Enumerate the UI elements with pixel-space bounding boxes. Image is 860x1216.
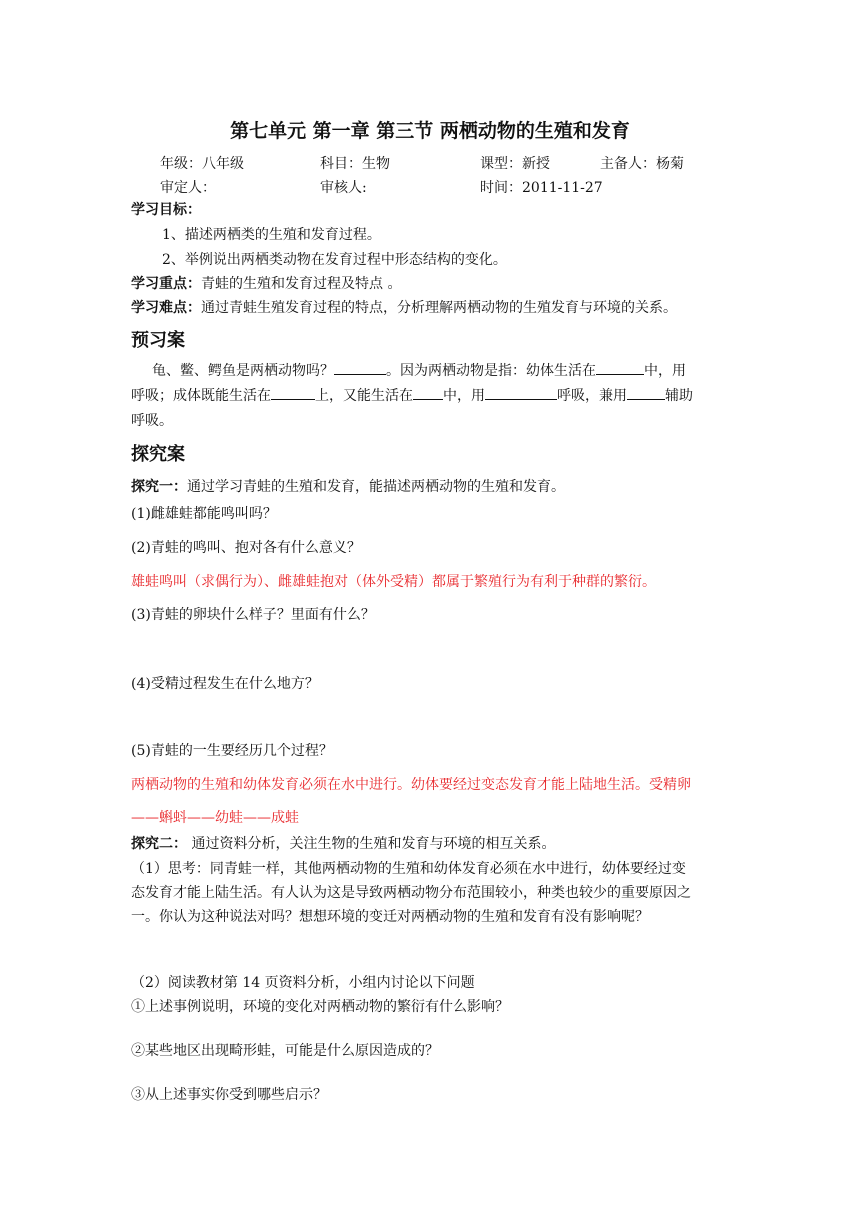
question-3: (3)青蛙的卵块什么样子？里面有什么？ xyxy=(131,607,375,623)
question-4: (4)受精过程发生在什么地方？ xyxy=(131,676,319,692)
sub-question-1: ①上述事例说明，环境的变化对两栖动物的繁衍有什么影响？ xyxy=(131,999,509,1015)
page-title: 第七单元 第一章 第三节 两栖动物的生殖和发育 xyxy=(230,120,630,142)
reviewer: 审核人: xyxy=(320,180,367,196)
paragraph-1-line2: 态发育才能上陆生活。有人认为这是导致两栖动物分布范围较小，种类也较少的重要原因之 xyxy=(131,885,691,901)
answer-blank[interactable] xyxy=(485,385,557,400)
objective-item: 1、描述两栖类的生殖和发育过程。 xyxy=(162,227,381,243)
key-point xyxy=(131,273,401,293)
explore-heading: 探究案 xyxy=(131,444,185,465)
objectives-heading: 学习目标： xyxy=(131,202,201,218)
explore-two xyxy=(131,833,555,853)
question-2: (2)青蛙的鸣叫、抱对各有什么意义？ xyxy=(131,540,361,556)
preview-text: 呼吸，兼用 xyxy=(557,388,627,404)
preparer: 主备人：杨菊 xyxy=(600,156,684,172)
answer-5-line2: ——蝌蚪——幼蛙——成蛙 xyxy=(131,810,299,826)
difficulty xyxy=(131,297,677,317)
answer-blank[interactable] xyxy=(271,385,315,400)
preview-question-line1 xyxy=(152,360,686,380)
difficulty-text: 通过青蛙生殖发育过程的特点，分析理解两栖动物的生殖发育与环境的关系。 xyxy=(201,300,677,316)
answer-blank[interactable] xyxy=(596,360,644,375)
answer-blank[interactable] xyxy=(413,385,443,400)
difficulty-label: 学习难点： xyxy=(131,300,201,316)
sub-question-3: ③从上述事实你受到哪些启示？ xyxy=(131,1087,327,1103)
sub-question-2: ②某些地区出现畸形蛙，可能是什么原因造成的？ xyxy=(131,1043,439,1059)
preview-text: 中，用 xyxy=(443,388,485,404)
grade: 年级：八年级 xyxy=(160,156,244,172)
approver: 审定人： xyxy=(160,180,216,196)
preview-question-line2 xyxy=(131,385,693,405)
key-point-label: 学习重点： xyxy=(131,276,201,292)
answer-blank[interactable] xyxy=(627,385,665,400)
explore-one-text: 通过学习青蛙的生殖和发育，能描述两栖动物的生殖和发育。 xyxy=(187,479,565,495)
objective-item: 2、举例说出两栖类动物在发育过程中形态结构的变化。 xyxy=(162,252,507,268)
explore-two-label: 探究二： xyxy=(131,836,187,852)
subject: 科目：生物 xyxy=(320,156,390,172)
preview-text: 龟、鳖、鳄鱼是两栖动物吗？ xyxy=(152,363,334,379)
question-5: (5)青蛙的一生要经历几个过程？ xyxy=(131,743,333,759)
preview-text: 。因为两栖动物是指：幼体生活在 xyxy=(386,363,596,379)
paragraph-1-line1: （1）思考：同青蛙一样，其他两栖动物的生殖和幼体发育必须在水中进行，幼体要经过变 xyxy=(131,861,686,877)
preview-question-line3: 呼吸。 xyxy=(131,413,173,429)
answer-blank[interactable] xyxy=(334,360,386,375)
explore-one-label: 探究一： xyxy=(131,479,187,495)
answer-2: 雄蛙鸣叫（求偶行为）、雌雄蛙抱对（体外受精）都属于繁殖行为有利于种群的繁衍。 xyxy=(131,574,656,590)
preview-heading: 预习案 xyxy=(131,330,185,351)
answer-5-line1: 两栖动物的生殖和幼体发育必须在水中进行。幼体要经过变态发育才能上陆地生活。受精卵 xyxy=(131,777,691,793)
preview-text: 辅助 xyxy=(665,388,693,404)
preview-text: 上，又能生活在 xyxy=(315,388,413,404)
key-point-text: 青蛙的生殖和发育过程及特点 。 xyxy=(201,276,402,292)
paragraph-1-line3: 一。你认为这种说法对吗？想想环境的变迁对两栖动物的生殖和发育有没有影响呢？ xyxy=(131,909,649,925)
preview-text: 中，用 xyxy=(644,363,686,379)
question-1: (1)雌雄蛙都能鸣叫吗？ xyxy=(131,506,277,522)
date: 时间：2011-11-27 xyxy=(480,180,603,196)
explore-two-text: 通过资料分析，关注生物的生殖和发育与环境的相互关系。 xyxy=(187,836,556,852)
lesson-type: 课型：新授 xyxy=(480,156,550,172)
preview-text: 呼吸；成体既能生活在 xyxy=(131,388,271,404)
explore-one xyxy=(131,476,565,496)
paragraph-2: （2）阅读教材第 14 页资料分析，小组内讨论以下问题 xyxy=(131,975,475,991)
